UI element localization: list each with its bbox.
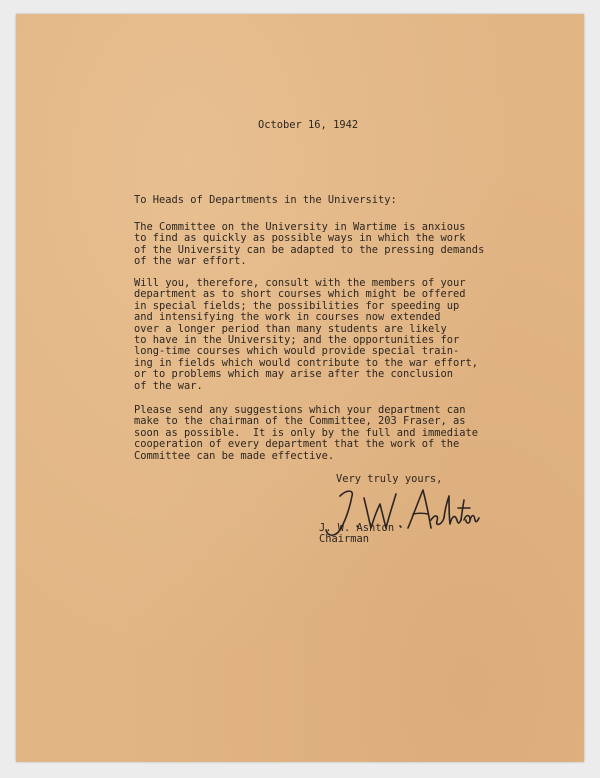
signer-name: J. W. Ashton (319, 522, 395, 534)
letter-salutation: To Heads of Departments in the University: (134, 194, 397, 206)
signer-title: Chairman (319, 533, 370, 545)
letter-date: October 16, 1942 (258, 119, 359, 131)
letter-page (16, 14, 584, 762)
letter-paragraph-1: The Committee on the University in Wartime is anxious to find as quickly as possible ways in which the work of the University can be adapted to the pressing demands of the war effort. (134, 221, 485, 268)
letter-paragraph-2: Will you, therefore, consult with the members of your department as to short courses which might be offered in special fields; the possibilities for speeding up and intensifying the work in courses now extended over a longer period than many students are likely to have in the University; and the opportunities for long-time courses which would provide special train- ing in fields which would contribute to the war effort, or to problems which may arise after the conclusion of the war. (134, 277, 479, 392)
letter-paragraph-3: Please send any suggestions which your department can make to the chairman of the Committee, 203 Fraser, as soon as possible. It is only by the full and immediate cooperation of every department that the work of the Committee can be made effective. (134, 404, 479, 462)
letter-closing: Very truly yours, (336, 473, 443, 485)
